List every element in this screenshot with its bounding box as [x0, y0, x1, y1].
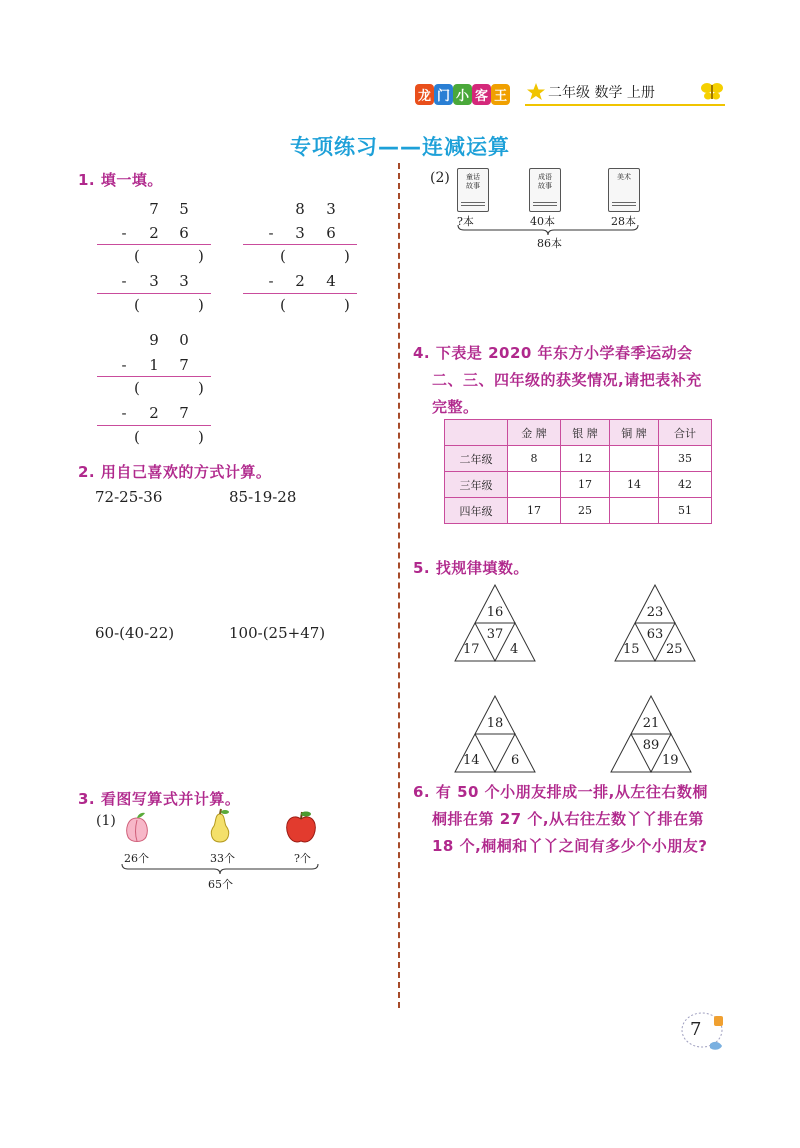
table-cell: 8: [508, 446, 561, 472]
heading-line: 6. 有 50 个小朋友排成一排,从左往右数桐: [413, 783, 708, 801]
book-title: 童话 故事: [466, 173, 480, 190]
digit: 8: [295, 200, 305, 218]
apple-icon: [284, 809, 318, 845]
digit: 7: [179, 356, 189, 374]
table-header-row: [445, 420, 712, 446]
brand-char: 客: [472, 84, 491, 105]
heading-line: 完整。: [432, 398, 479, 416]
minus-sign: -: [268, 272, 274, 290]
paren-close: ): [344, 247, 350, 265]
star-icon: [526, 82, 546, 102]
paren-open: (: [134, 379, 140, 397]
table-header-cell: 合计: [659, 420, 712, 446]
q5-heading: 5. 找规律填数。: [413, 559, 529, 577]
table-cell-blank[interactable]: [610, 498, 659, 524]
column-divider: [398, 163, 400, 1008]
paren-open: (: [134, 428, 140, 446]
table-cell: 14: [610, 472, 659, 498]
paren-open: (: [280, 247, 286, 265]
triangle-left-number: 14: [463, 753, 480, 768]
underline: [97, 244, 211, 245]
digit: 9: [149, 331, 159, 349]
page-title: 专项练习——连减运算: [290, 135, 510, 159]
triangle-mid-number: 37: [486, 627, 504, 642]
minus-sign: -: [121, 356, 127, 374]
q3-heading: 3. 看图写算式并计算。: [78, 790, 241, 808]
table-header-cell: 铜 牌: [610, 420, 659, 446]
book-icon: [529, 168, 561, 212]
table-header-cell: 银 牌: [561, 420, 610, 446]
digit: 3: [326, 200, 336, 218]
triangle-shape: [610, 695, 692, 773]
expression: 85-19-28: [229, 488, 297, 506]
minus-sign: -: [268, 224, 274, 242]
triangle-right-number: 6: [511, 753, 520, 768]
butterfly-icon: [700, 80, 724, 102]
heading-line: 4. 下表是 2020 年东方小学春季运动会: [413, 344, 693, 362]
book-count-label: 40本: [530, 215, 555, 228]
table-row-header: 三年级: [445, 472, 508, 498]
expression: 72-25-36: [95, 488, 163, 506]
digit: 3: [295, 224, 305, 242]
number-triangle: [614, 584, 696, 662]
digit: 6: [179, 224, 189, 242]
triangle-left-number: 17: [463, 642, 480, 657]
minus-sign: -: [121, 224, 127, 242]
heading-line: 二、三、四年级的获奖情况,请把表补充: [432, 371, 702, 389]
number-triangle: [454, 695, 536, 773]
pear-icon: [205, 808, 235, 846]
digit: 2: [149, 224, 159, 242]
number-triangle: [454, 584, 536, 662]
brand-char: 王: [491, 84, 510, 105]
triangle-mid-number: 63: [646, 627, 664, 642]
brand-char: 小: [453, 84, 472, 105]
paren-close: ): [344, 296, 350, 314]
underline: [243, 293, 357, 294]
minus-sign: -: [121, 404, 127, 422]
underline: [97, 293, 211, 294]
q2-heading: 2. 用自己喜欢的方式计算。: [78, 463, 272, 481]
table-cell: 25: [561, 498, 610, 524]
q1-heading: 1. 填一填。: [78, 171, 163, 189]
peach-icon: [122, 810, 152, 846]
paren-close: ): [198, 428, 204, 446]
triangle-mid-number: 89: [642, 738, 660, 753]
heading-line: 桐排在第 27 个,从右往左数丫丫排在第: [432, 810, 705, 828]
total-brace: [120, 862, 320, 876]
book-title: 成语 故事: [538, 173, 552, 190]
table-row: [445, 472, 712, 498]
paren-close: ): [198, 247, 204, 265]
paren-open: (: [134, 296, 140, 314]
page-number: 7: [690, 1019, 702, 1040]
digit: 5: [179, 200, 189, 218]
triangle-right-number: 25: [666, 642, 683, 657]
brand-char: 龙: [415, 84, 434, 105]
digit: 0: [179, 331, 189, 349]
underline: [243, 244, 357, 245]
table-cell: 17: [561, 472, 610, 498]
brand-logo: [415, 84, 525, 104]
paren-close: ): [198, 379, 204, 397]
paren-open: (: [134, 247, 140, 265]
part-label: (2): [430, 170, 450, 186]
q4-heading: [413, 340, 702, 421]
q6-heading: [413, 779, 708, 860]
book-count-label: ?本: [457, 215, 474, 228]
expression: 100-(25+47): [229, 624, 326, 642]
digit: 2: [149, 404, 159, 422]
book-title: 美术: [617, 173, 631, 181]
table-cell-blank[interactable]: [610, 446, 659, 472]
underline: [97, 425, 211, 426]
table-header-cell: 金 牌: [508, 420, 561, 446]
grade-subject-label: 二年级 数学 上册: [548, 85, 655, 101]
table-cell: 12: [561, 446, 610, 472]
table-header-cell: [445, 420, 508, 446]
table-cell: 42: [659, 472, 712, 498]
number-triangle: [610, 695, 692, 773]
fruit-count-label: ?个: [294, 852, 311, 865]
triangle-top-number: 16: [486, 605, 504, 620]
table-row-header: 二年级: [445, 446, 508, 472]
digit: 3: [149, 272, 159, 290]
table-cell: 51: [659, 498, 712, 524]
triangle-right-number: 19: [662, 753, 679, 768]
triangle-right-number: 4: [510, 642, 519, 657]
book-icon: [457, 168, 489, 212]
heading-line: 18 个,桐桐和丫丫之间有多少个小朋友?: [432, 837, 708, 855]
table-row: [445, 498, 712, 524]
paren-close: ): [198, 296, 204, 314]
triangle-top-number: 21: [642, 716, 660, 731]
fruit-count-label: 33个: [210, 852, 235, 865]
digit: 7: [149, 200, 159, 218]
digit: 1: [149, 356, 159, 374]
page-number-badge: [676, 1010, 728, 1054]
paren-open: (: [280, 296, 286, 314]
total-label: 65个: [208, 878, 233, 891]
triangle-left-number: 15: [623, 642, 640, 657]
digit: 2: [295, 272, 305, 290]
header-rule: [525, 104, 725, 106]
table-cell-blank[interactable]: [508, 472, 561, 498]
book-icon: [608, 168, 640, 212]
minus-sign: -: [121, 272, 127, 290]
fruit-count-label: 26个: [124, 852, 149, 865]
part-label: (1): [96, 813, 116, 829]
digit: 6: [326, 224, 336, 242]
award-table: [444, 419, 712, 524]
digit: 3: [179, 272, 189, 290]
expression: 60-(40-22): [95, 624, 175, 642]
digit: 4: [326, 272, 336, 290]
table-cell: 35: [659, 446, 712, 472]
digit: 7: [179, 404, 189, 422]
table-row: [445, 446, 712, 472]
underline: [97, 376, 211, 377]
total-label: 86本: [537, 237, 562, 250]
table-row-header: 四年级: [445, 498, 508, 524]
table-cell: 17: [508, 498, 561, 524]
triangle-top-number: 18: [486, 716, 504, 731]
book-count-label: 28本: [611, 215, 636, 228]
brand-char: 门: [434, 84, 453, 105]
triangle-top-number: 23: [646, 605, 664, 620]
